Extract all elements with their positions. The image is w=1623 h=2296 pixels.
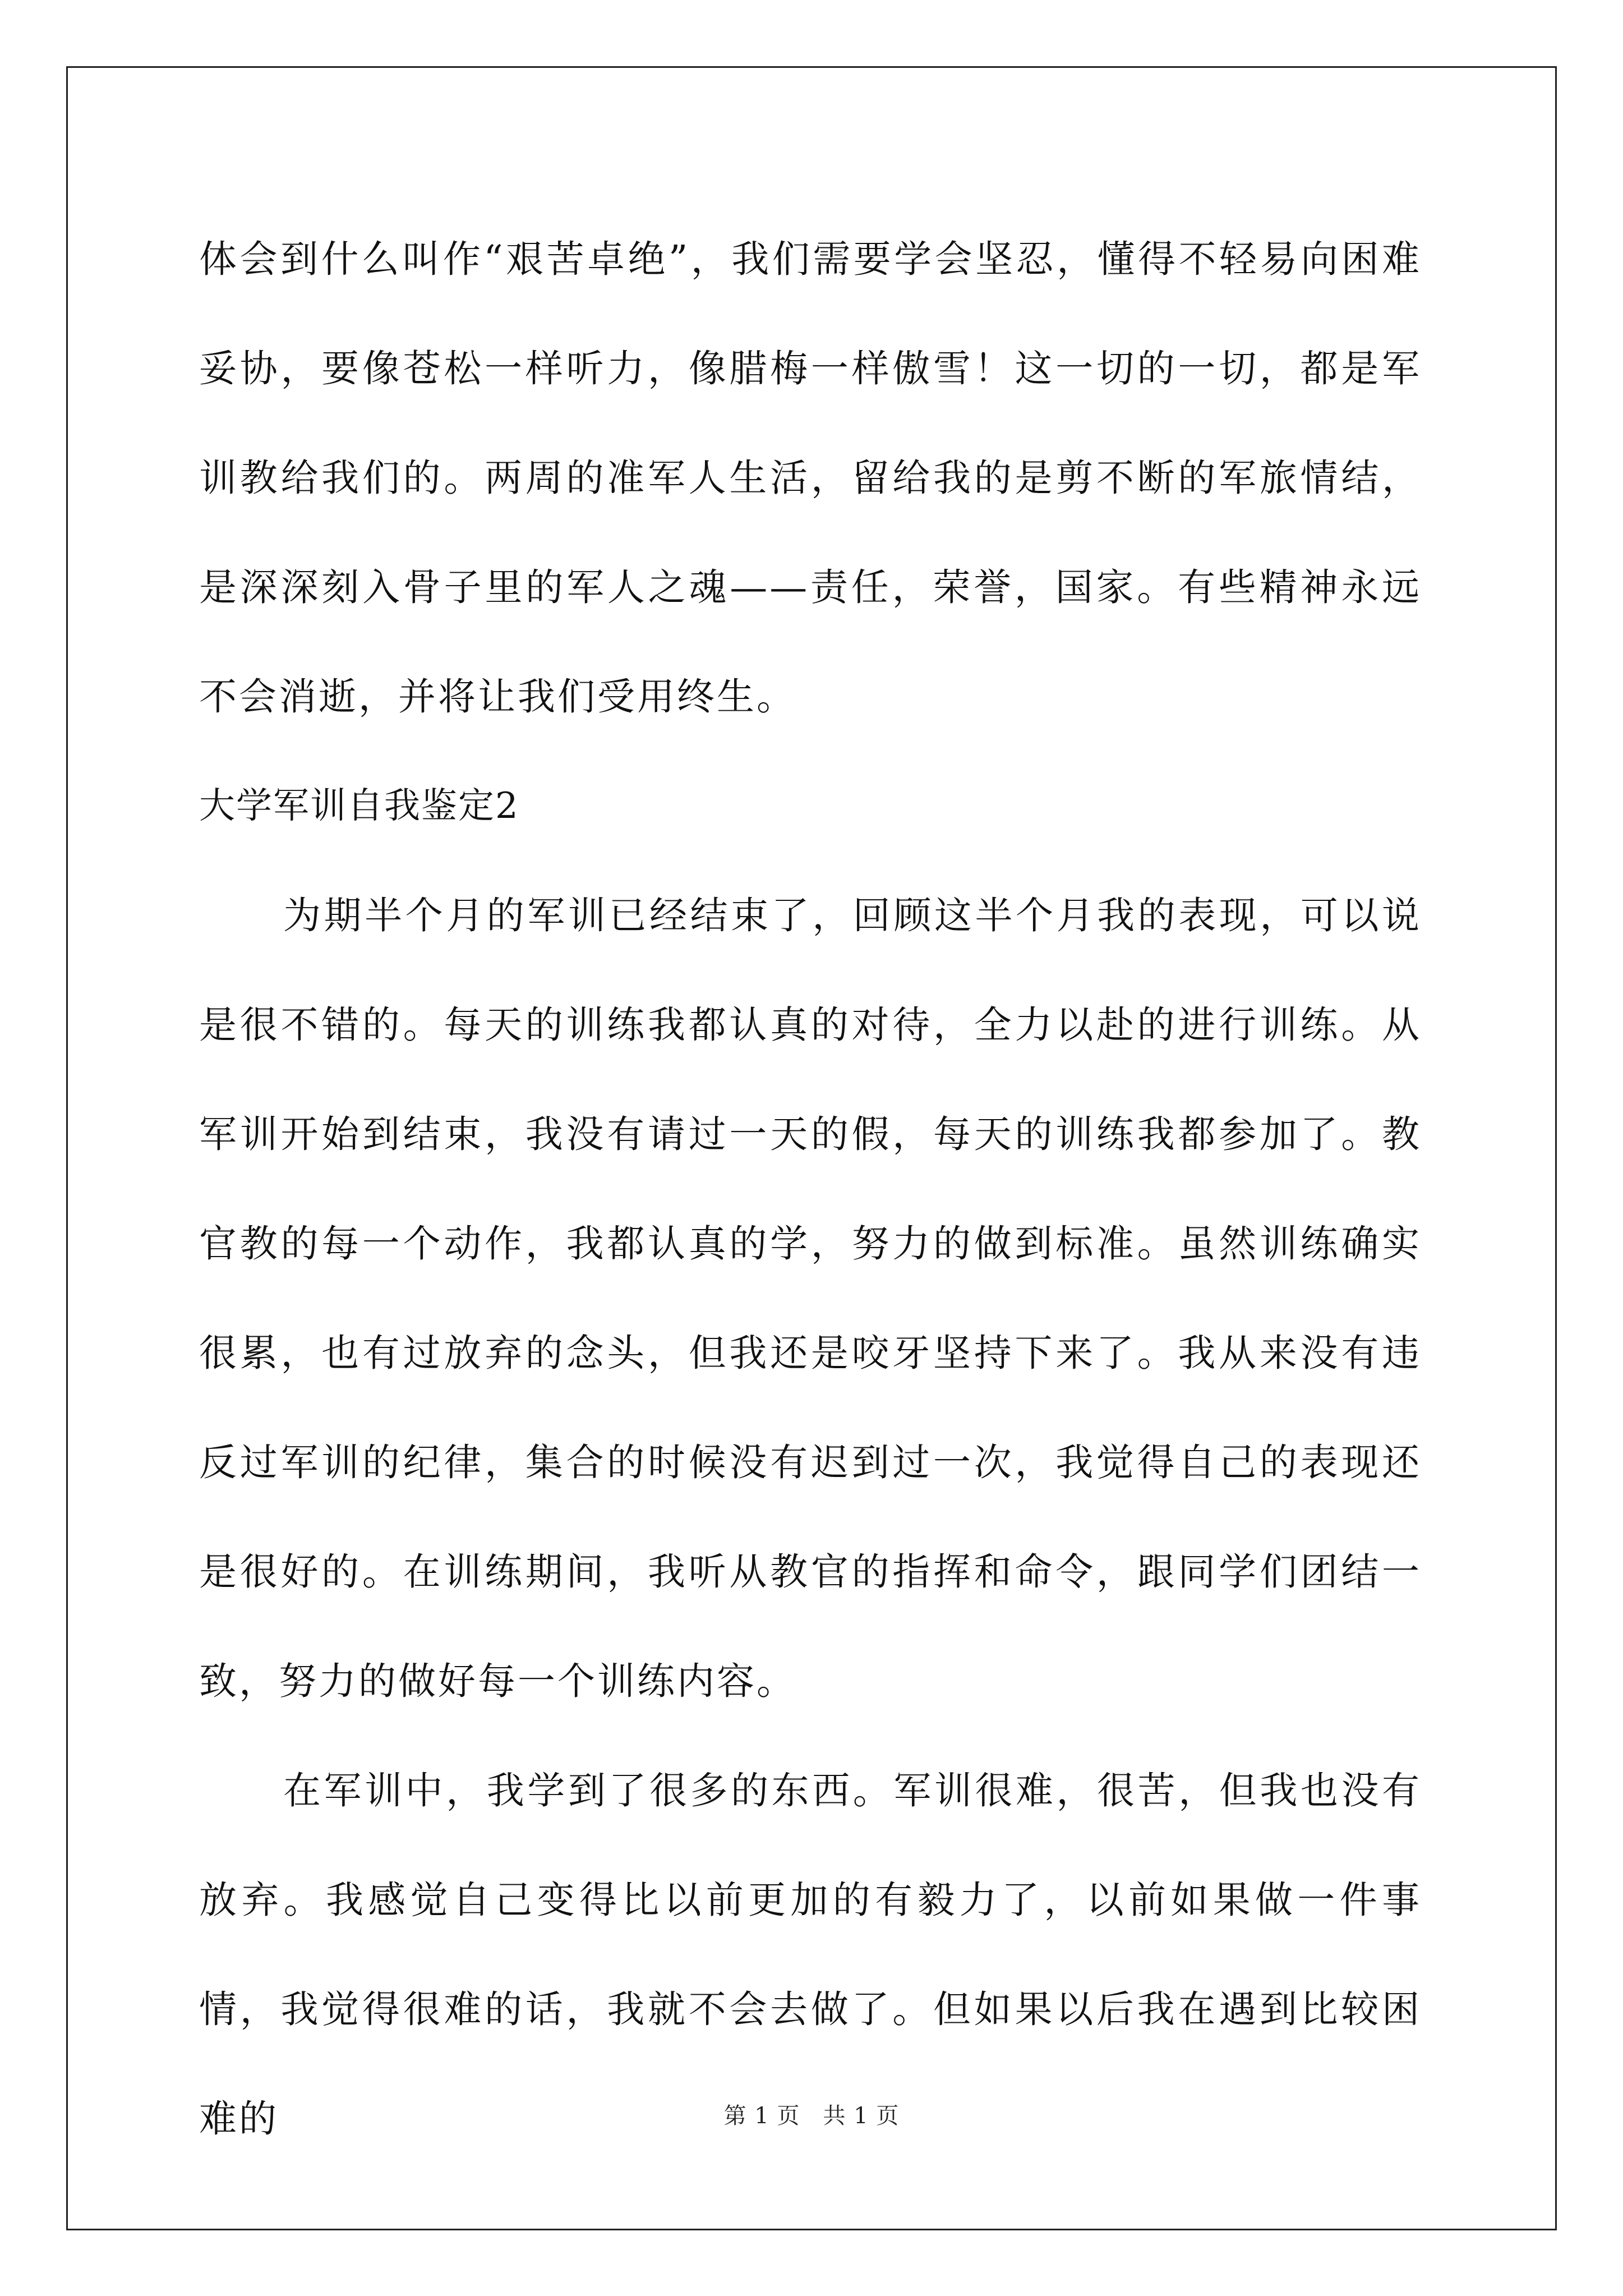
section-heading: 大学军训自我鉴定2: [199, 785, 519, 827]
page-footer: 第 1 页 共 1 页: [723, 2103, 900, 2129]
document-body: [199, 205, 1422, 2174]
paragraph-lessons: 在军训中，我学到了很多的东西。军训很难，很苦，但我也没有放弃。我感觉自己变得比以前更加的有毅力了，以前如果做一件事情，我觉得很难的话，我就不会去做了。但如果以后我在遇到比较困难的: [199, 1769, 1422, 2141]
paragraph-continuation: 体会到什么叫作“艰苦卓绝”，我们需要学会坚忍，懂得不轻易向困难妥协，要像苍松一样听力，像腊梅一样傲雪！这一切的一切，都是军训教给我们的。两周的准军人生活，留给我的是剪不断的军旅情结，是深深刻入骨子里的军人之魂——责任，荣誉，国家。有些精神永远不会消逝，并将让我们受用终生。: [199, 237, 1422, 719]
paragraph-self-assessment: 为期半个月的军训已经结束了，回顾这半个月我的表现，可以说是很不错的。每天的训练我都认真的对待，全力以赴的进行训练。从军训开始到结束，我没有请过一天的假，每天的训练我都参加了。教官教的每一个动作，我都认真的学，努力的做到标准。虽然训练确实很累，也有过放弃的念头，但我还是咬牙坚持下来了。我从来没有违反过军训的纪律，集合的时候没有迟到过一次，我觉得自己的表现还是很好的。在训练期间，我听从教官的指挥和命令，跟同学们团结一致，努力的做好每一个训练内容。: [199, 894, 1422, 1703]
